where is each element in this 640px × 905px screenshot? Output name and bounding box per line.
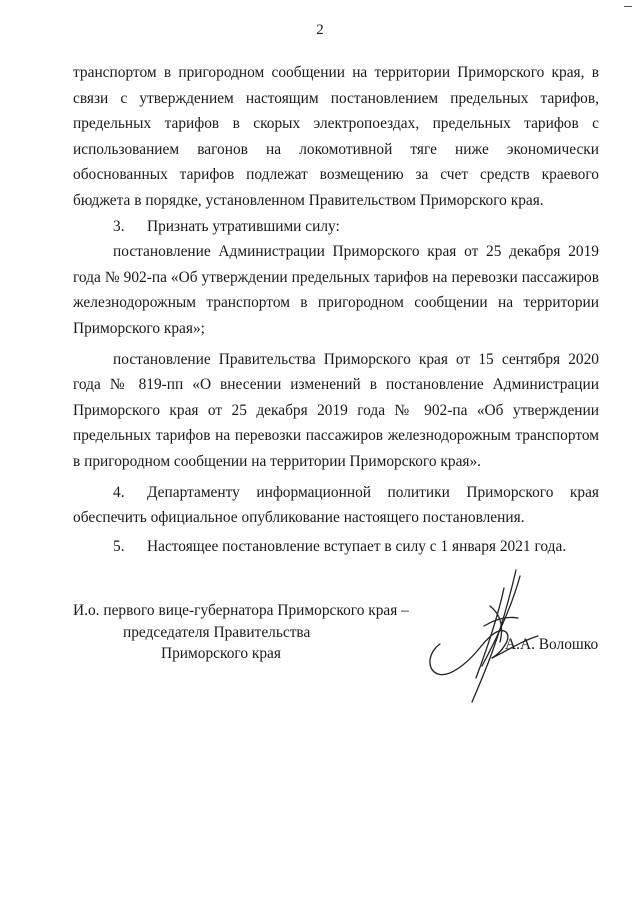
paragraph-text: транспортом в пригородном сообщении на территории Приморского края, в связи с утверждением настоящим постановлением предельных тарифов, предельных тарифов в скорых электропоездах, предельных тарифов с использованием вагонов на локомотивной тяге ниже экономически обоснованных тарифов подлежат возмещению за счет средств краевого бюджета в порядке, установленном Правительством Приморского края. — [73, 64, 599, 209]
paragraph-text: Департаменту информационной политики Приморского края обеспечить официальное опубликование настоящего постановления. — [73, 483, 599, 527]
paragraph-text: Признать утратившими силу: — [147, 217, 340, 235]
scan-corner-mark — [624, 6, 632, 7]
paragraph-item-3 — [73, 214, 599, 240]
paragraph-item-4 — [73, 480, 599, 531]
paragraph-text: Настоящее постановление вступает в силу с 1 января 2021 года. — [147, 537, 567, 555]
paragraph-repealed-2 — [73, 347, 599, 475]
position-line: Приморского края — [161, 645, 281, 662]
paragraph-text: постановление Правительства Приморского края от 15 сентября 2020 года № 819-пп «О внесении изменений в постановление Администрации Приморского края от 25 декабря 2019 года № 902-па «Об утверждении предельных тарифов на перевозки пассажиров железнодорожным транспортом в пригородном сообщении на территории Приморского края». — [73, 350, 599, 470]
item-number: 5. — [113, 537, 125, 555]
position-line: И.о. первого вице-губернатора Приморского края – — [73, 602, 409, 619]
paragraph-item-5 — [73, 534, 599, 560]
paragraph-continuation — [73, 60, 599, 214]
page-number: 2 — [316, 22, 324, 38]
signatory-position — [73, 600, 409, 665]
position-line: председателя Правительства — [123, 623, 311, 641]
document-body — [73, 60, 599, 559]
paragraph-repealed-1 — [73, 239, 599, 341]
paragraph-text: постановление Администрации Приморского края от 25 декабря 2019 года № 902-па «Об утверждении предельных тарифов на перевозки пассажиров железнодорожным транспортом в пригородном сообщении на территории Приморского края»; — [73, 243, 599, 337]
item-number: 4. — [113, 483, 125, 501]
signatory-name: А.А. Волошко — [505, 636, 599, 653]
item-number: 3. — [113, 217, 125, 235]
